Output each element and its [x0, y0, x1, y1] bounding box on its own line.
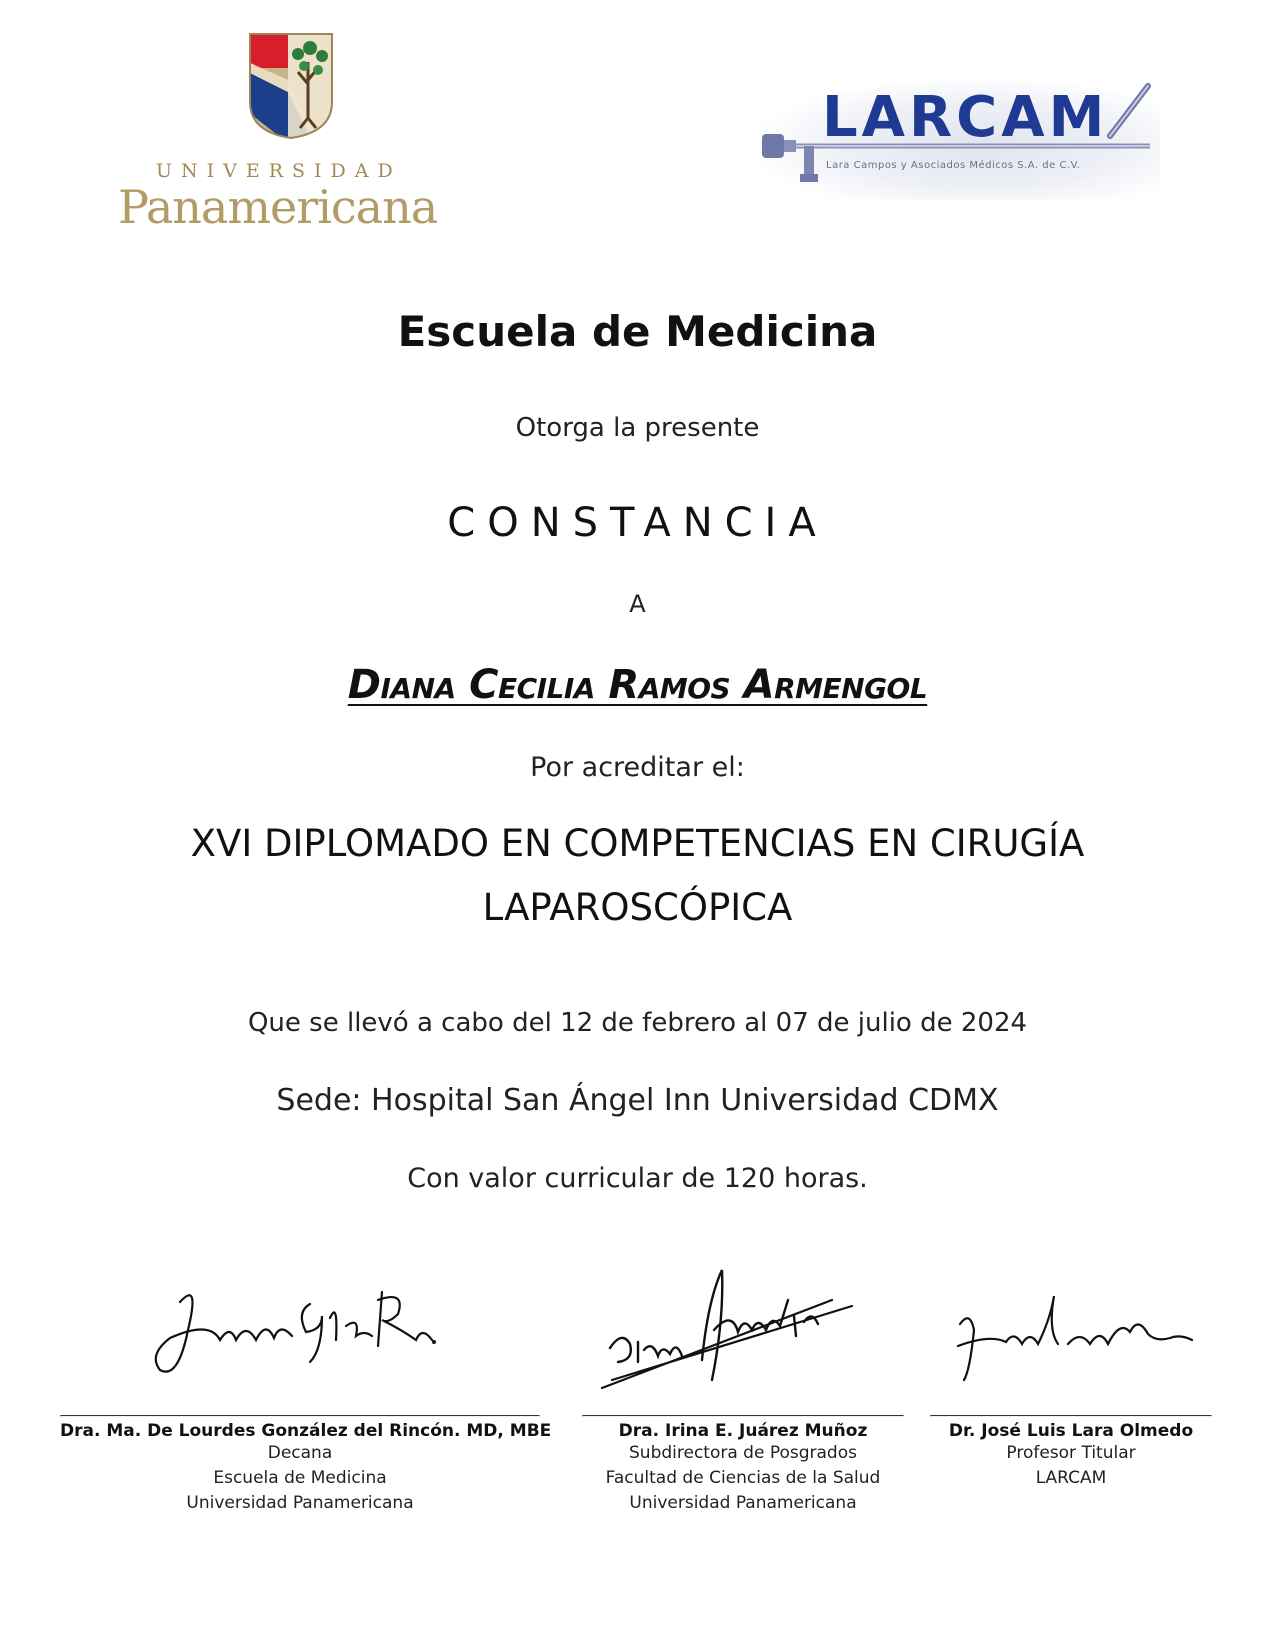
signatory-institution: Universidad Panamericana: [186, 1493, 414, 1513]
handwritten-signature-icon: [930, 1260, 1212, 1420]
signatory-institution: Universidad Panamericana: [629, 1493, 857, 1513]
dates-text: Que se llevó a cabo del 12 de febrero al 07 de julio de 2024: [247, 1008, 1028, 1038]
signatory-name: Dra. Ma. De Lourdes González del Rincón. MD, MBE: [60, 1421, 552, 1441]
recipient-name-text: Diana Cecilia Ramos Armengol: [347, 662, 928, 708]
signature-professor: [930, 1260, 1212, 1415]
program-title: XVI DIPLOMADO EN COMPETENCIAS EN CIRUGÍA LAPAROSCÓPICA: [190, 822, 1085, 929]
to-text: A: [629, 590, 646, 618]
signatory-department: Facultad de Ciencias de la Salud: [605, 1468, 881, 1488]
signatory-name: Dr. José Luis Lara Olmedo: [948, 1421, 1194, 1441]
school-title: Escuela de Medicina: [397, 307, 878, 356]
signature-dean: [60, 1260, 540, 1415]
handwritten-signature-icon: [582, 1260, 904, 1420]
signatory-role: Subdirectora de Posgrados: [629, 1443, 857, 1463]
accredit-text: Por acreditar el:: [530, 752, 745, 783]
signature-block-dean: [60, 1260, 552, 1516]
signatory-department: Escuela de Medicina: [213, 1468, 387, 1488]
signatory-role: Profesor Titular: [1006, 1443, 1136, 1463]
university-wordmark-top: UNIVERSIDAD: [156, 160, 402, 182]
hours-text: Con valor curricular de 120 horas.: [407, 1163, 868, 1194]
signature-block-subdirector: [582, 1260, 904, 1516]
grants-text: Otorga la presente: [515, 413, 760, 443]
larcam-wordmark: LARCAM: [822, 85, 1109, 150]
venue-text: Sede: Hospital San Ángel Inn Universidad CDMX: [276, 1083, 999, 1118]
signature-block-professor: [930, 1260, 1212, 1491]
certificate-title: CONSTANCIA: [447, 500, 828, 546]
signature-subdirector: [582, 1260, 904, 1415]
larcam-logo: [760, 80, 1160, 200]
universidad-panamericana-logo: [118, 28, 458, 238]
signatory-name: Dra. Irina E. Juárez Muñoz: [618, 1421, 868, 1441]
university-wordmark: Panamericana: [118, 180, 438, 234]
university-shield-icon: [248, 32, 334, 140]
larcam-subtitle: Lara Campos y Asociados Médicos S.A. de C.V.: [826, 160, 1081, 171]
handwritten-signature-icon: [60, 1260, 540, 1420]
signatory-institution: LARCAM: [1035, 1468, 1107, 1488]
signatory-role: Decana: [267, 1443, 333, 1463]
recipient-name: [0, 662, 1275, 708]
